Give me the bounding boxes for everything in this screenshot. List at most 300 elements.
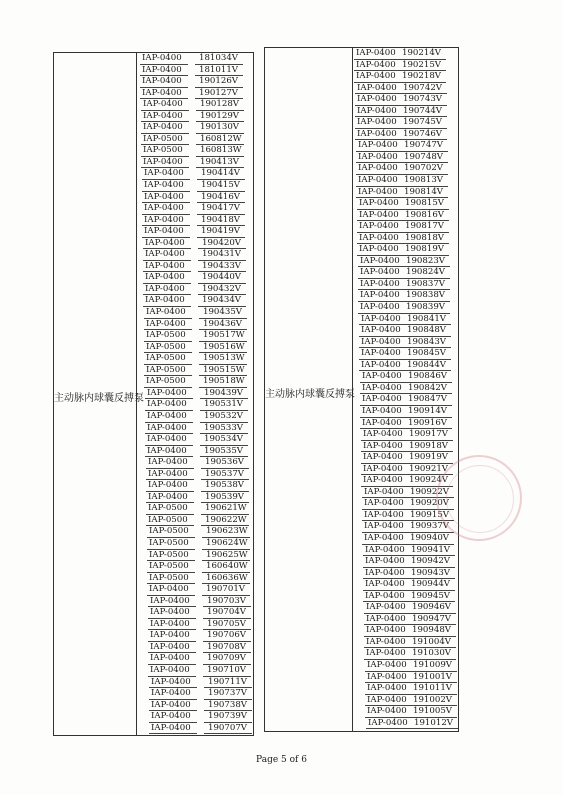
model-number: IAP-0400 xyxy=(142,76,182,87)
table-row xyxy=(137,215,253,227)
table-row xyxy=(353,545,458,557)
table-row xyxy=(137,399,253,411)
row-rule xyxy=(204,733,252,734)
model-number: IAP-0400 xyxy=(144,180,184,191)
model-number: IAP-0400 xyxy=(360,278,400,289)
serial-number: 190533V xyxy=(204,422,244,433)
serial-number: 190439V xyxy=(204,387,244,398)
serial-number: 190813V xyxy=(404,175,444,186)
serial-number: 190432V xyxy=(202,283,242,294)
serial-number: 190941V xyxy=(411,544,451,555)
serial-number: 190704V xyxy=(207,607,247,618)
model-number: IAP-0400 xyxy=(367,694,407,705)
model-number: IAP-0400 xyxy=(359,244,399,255)
model-number: IAP-0400 xyxy=(360,290,400,301)
serial-number: 190534V xyxy=(204,434,244,445)
table-row xyxy=(137,365,253,377)
serial-number: 190440V xyxy=(202,272,242,283)
table-row xyxy=(353,279,458,291)
model-number: IAP-0500 xyxy=(146,364,186,375)
model-number: IAP-0400 xyxy=(147,410,187,421)
model-number: IAP-0400 xyxy=(363,429,403,440)
table-row xyxy=(137,469,253,481)
table-row xyxy=(137,157,253,169)
model-number: IAP-0400 xyxy=(360,255,400,266)
serial-number: 190515W xyxy=(203,364,245,375)
table-row xyxy=(137,607,253,619)
serial-number: 190943V xyxy=(411,567,451,578)
model-number: IAP-0400 xyxy=(358,186,398,197)
table-row xyxy=(353,441,458,453)
serial-number: 160640W xyxy=(206,561,248,572)
table-row xyxy=(137,411,253,423)
serial-number: 190539V xyxy=(205,491,245,502)
table-row xyxy=(137,192,253,204)
table-row xyxy=(353,152,458,164)
model-number: IAP-0400 xyxy=(367,683,407,694)
serial-number: 191005V xyxy=(413,706,453,717)
right-device-name: 主动脉内球囊反搏泵 xyxy=(265,389,355,400)
serial-number: 190415V xyxy=(201,180,241,191)
model-number: IAP-0400 xyxy=(144,191,184,202)
model-number: IAP-0400 xyxy=(357,105,397,116)
model-number: IAP-0400 xyxy=(362,371,402,382)
serial-number: 191011V xyxy=(413,683,453,694)
model-number: IAP-0400 xyxy=(361,336,401,347)
model-number: IAP-0500 xyxy=(146,353,186,364)
serial-number: 190839V xyxy=(406,302,446,313)
serial-number: 190434V xyxy=(202,295,242,306)
serial-number: 190518W xyxy=(203,376,245,387)
table-row xyxy=(353,314,458,326)
serial-number: 190945V xyxy=(411,590,451,601)
model-number: IAP-0400 xyxy=(144,203,184,214)
model-number: IAP-0400 xyxy=(150,664,190,675)
model-number: IAP-0400 xyxy=(368,717,408,728)
serial-number: 190924V xyxy=(409,475,449,486)
table-row xyxy=(353,579,458,591)
serial-number: 190537V xyxy=(205,468,245,479)
table-row xyxy=(137,457,253,469)
model-number: IAP-0400 xyxy=(145,272,185,283)
table-row xyxy=(353,406,458,418)
table-row xyxy=(137,503,253,515)
table-row xyxy=(137,203,253,215)
model-number: IAP-0400 xyxy=(358,175,398,186)
table-row xyxy=(353,625,458,637)
page-number: Page 5 of 6 xyxy=(256,755,307,765)
row-rule xyxy=(410,728,458,729)
model-number: IAP-0400 xyxy=(143,99,183,110)
serial-number: 190128V xyxy=(200,99,240,110)
model-number: IAP-0400 xyxy=(360,267,400,278)
serial-number: 190708V xyxy=(207,641,247,652)
table-row xyxy=(353,706,458,718)
serial-number: 181011V xyxy=(199,64,239,75)
serial-number: 190738V xyxy=(208,699,248,710)
table-row xyxy=(353,614,458,626)
table-row xyxy=(353,187,458,199)
model-number: IAP-0500 xyxy=(149,561,189,572)
table-row xyxy=(353,83,458,95)
serial-number: 190517W xyxy=(203,330,245,341)
model-number: IAP-0500 xyxy=(148,514,188,525)
model-number: IAP-0500 xyxy=(146,341,186,352)
model-number: IAP-0500 xyxy=(149,549,189,560)
table-row xyxy=(137,550,253,562)
model-number: IAP-0400 xyxy=(367,706,407,717)
model-number: IAP-0500 xyxy=(149,572,189,583)
table-row xyxy=(137,76,253,88)
model-number: IAP-0400 xyxy=(142,53,182,63)
table-row xyxy=(137,238,253,250)
serial-number: 190921V xyxy=(409,463,449,474)
table-row xyxy=(353,556,458,568)
model-number: IAP-0400 xyxy=(364,486,404,497)
model-number: IAP-0400 xyxy=(143,156,183,167)
serial-number: 191012V xyxy=(414,717,454,728)
model-number: IAP-0400 xyxy=(358,151,398,162)
model-number: IAP-0400 xyxy=(151,688,191,699)
table-row xyxy=(137,330,253,342)
table-row xyxy=(353,521,458,533)
table-row xyxy=(353,637,458,649)
model-number: IAP-0400 xyxy=(359,232,399,243)
table-row xyxy=(353,383,458,395)
model-number: IAP-0400 xyxy=(144,214,184,225)
serial-number: 190513W xyxy=(203,353,245,364)
table-row xyxy=(353,140,458,152)
table-row xyxy=(137,665,253,677)
table-row xyxy=(353,683,458,695)
model-number: IAP-0400 xyxy=(144,168,184,179)
serial-number: 190743V xyxy=(403,94,443,105)
model-number: IAP-0400 xyxy=(364,532,404,543)
serial-number: 181034V xyxy=(199,53,239,63)
serial-number: 191002V xyxy=(413,694,453,705)
table-row xyxy=(353,672,458,684)
serial-number: 190531V xyxy=(204,399,244,410)
model-number: IAP-0400 xyxy=(361,313,401,324)
serial-number: 190624W xyxy=(206,537,248,548)
model-number: IAP-0400 xyxy=(148,480,188,491)
table-row xyxy=(353,325,458,337)
model-number: IAP-0500 xyxy=(143,133,183,144)
serial-number: 190744V xyxy=(403,105,443,116)
serial-number: 190702V xyxy=(404,163,444,174)
serial-number: 190948V xyxy=(412,625,452,636)
serial-number: 190126V xyxy=(199,76,239,87)
model-number: IAP-0500 xyxy=(149,537,189,548)
table-row xyxy=(353,94,458,106)
table-row xyxy=(353,591,458,603)
model-number: IAP-0500 xyxy=(149,526,189,537)
table-row xyxy=(353,602,458,614)
serial-number: 190819V xyxy=(405,244,445,255)
model-number: IAP-0400 xyxy=(150,595,190,606)
serial-number: 190516W xyxy=(203,341,245,352)
serial-number: 190747V xyxy=(404,140,444,151)
serial-number: 190417V xyxy=(201,203,241,214)
serial-number: 190940V xyxy=(410,532,450,543)
table-row xyxy=(137,723,253,735)
table-row xyxy=(353,418,458,430)
serial-number: 190918V xyxy=(409,440,449,451)
model-number: IAP-0400 xyxy=(363,452,403,463)
serial-number: 190922V xyxy=(410,486,450,497)
row-rule xyxy=(149,733,197,734)
table-row xyxy=(137,388,253,400)
model-number: IAP-0500 xyxy=(146,330,186,341)
right-device-table xyxy=(264,47,459,732)
serial-number: 190848V xyxy=(407,325,447,336)
serial-number: 190436V xyxy=(203,318,243,329)
serial-number: 190816V xyxy=(405,209,445,220)
table-row xyxy=(137,446,253,458)
serial-number: 190622W xyxy=(205,514,247,525)
serial-number: 190946V xyxy=(412,602,452,613)
serial-number: 190917V xyxy=(409,429,449,440)
model-number: IAP-0400 xyxy=(145,237,185,248)
model-number: IAP-0400 xyxy=(362,417,402,428)
serial-number: 190818V xyxy=(405,232,445,243)
model-number: IAP-0400 xyxy=(360,302,400,313)
serial-number: 190942V xyxy=(411,556,451,567)
table-row xyxy=(353,48,458,60)
serial-number: 190707V xyxy=(208,722,248,733)
table-row xyxy=(353,302,458,314)
serial-number: 190844V xyxy=(407,359,447,370)
table-row xyxy=(137,261,253,273)
serial-number: 190416V xyxy=(201,191,241,202)
model-number: IAP-0400 xyxy=(145,260,185,271)
serial-number: 190915V xyxy=(410,509,450,520)
table-row xyxy=(137,180,253,192)
table-row xyxy=(353,198,458,210)
serial-number: 190841V xyxy=(407,313,447,324)
model-number: IAP-0400 xyxy=(356,59,396,70)
table-row xyxy=(353,394,458,406)
table-row xyxy=(353,106,458,118)
model-number: IAP-0400 xyxy=(142,87,182,98)
serial-number: 190815V xyxy=(405,198,445,209)
model-number: IAP-0400 xyxy=(359,209,399,220)
serial-number: 190845V xyxy=(407,348,447,359)
table-row xyxy=(137,700,253,712)
model-number: IAP-0400 xyxy=(150,607,190,618)
serial-number: 190914V xyxy=(408,405,448,416)
model-number: IAP-0400 xyxy=(367,659,407,670)
model-number: IAP-0400 xyxy=(367,671,407,682)
model-number: IAP-0400 xyxy=(151,711,191,722)
table-row xyxy=(137,134,253,146)
table-row xyxy=(137,353,253,365)
table-row xyxy=(353,256,458,268)
serial-number: 190742V xyxy=(403,82,443,93)
model-number: IAP-0400 xyxy=(365,590,405,601)
model-number: IAP-0400 xyxy=(147,387,187,398)
table-row xyxy=(137,111,253,123)
serial-number: 160812W xyxy=(200,133,242,144)
model-number: IAP-0400 xyxy=(366,602,406,613)
table-row xyxy=(353,348,458,360)
table-row xyxy=(353,718,458,730)
serial-number: 190711V xyxy=(208,676,248,687)
serial-number: 190703V xyxy=(207,595,247,606)
table-row xyxy=(353,71,458,83)
model-number: IAP-0400 xyxy=(357,128,397,139)
serial-number: 190737V xyxy=(208,688,248,699)
table-row xyxy=(137,226,253,238)
serial-number: 190919V xyxy=(409,452,449,463)
serial-number: 190837V xyxy=(406,278,446,289)
model-number: IAP-0400 xyxy=(142,64,182,75)
table-row xyxy=(137,480,253,492)
model-number: IAP-0400 xyxy=(147,445,187,456)
left-device-name-cell xyxy=(54,53,144,735)
model-number: IAP-0400 xyxy=(145,283,185,294)
serial-number: 191030V xyxy=(412,648,452,659)
model-number: IAP-0500 xyxy=(148,503,188,514)
table-row xyxy=(353,244,458,256)
serial-number: 190214V xyxy=(402,48,442,58)
model-number: IAP-0400 xyxy=(356,71,396,82)
model-number: IAP-0400 xyxy=(363,463,403,474)
model-number: IAP-0400 xyxy=(150,653,190,664)
table-row xyxy=(137,145,253,157)
table-row xyxy=(353,429,458,441)
serial-number: 160813W xyxy=(200,145,242,156)
serial-number: 190838V xyxy=(406,290,446,301)
table-row xyxy=(353,648,458,660)
table-row xyxy=(137,584,253,596)
table-row xyxy=(353,695,458,707)
model-number: IAP-0400 xyxy=(364,509,404,520)
serial-number: 191004V xyxy=(412,636,452,647)
table-row xyxy=(353,129,458,141)
model-number: IAP-0400 xyxy=(364,521,404,532)
serial-number: 190623W xyxy=(206,526,248,537)
serial-number: 190814V xyxy=(404,186,444,197)
model-number: IAP-0400 xyxy=(359,198,399,209)
right-serial-list xyxy=(353,48,458,729)
serial-number: 190920V xyxy=(410,498,450,509)
model-number: IAP-0400 xyxy=(363,440,403,451)
serial-number: 190843V xyxy=(407,336,447,347)
model-number: IAP-0400 xyxy=(151,676,191,687)
serial-number: 190710V xyxy=(207,664,247,675)
model-number: IAP-0400 xyxy=(144,226,184,237)
model-number: IAP-0400 xyxy=(366,636,406,647)
table-row xyxy=(137,319,253,331)
model-number: IAP-0400 xyxy=(143,122,183,133)
model-number: IAP-0400 xyxy=(147,399,187,410)
table-row xyxy=(353,290,458,302)
table-row xyxy=(353,267,458,279)
serial-number: 190937V xyxy=(410,521,450,532)
table-row xyxy=(353,163,458,175)
table-row xyxy=(137,342,253,354)
model-number: IAP-0400 xyxy=(146,318,186,329)
table-row xyxy=(353,210,458,222)
table-row xyxy=(137,53,253,65)
serial-number: 190431V xyxy=(202,249,242,260)
model-number: IAP-0500 xyxy=(143,145,183,156)
official-seal-inner-ring xyxy=(446,465,514,533)
table-row xyxy=(137,526,253,538)
model-number: IAP-0400 xyxy=(366,625,406,636)
model-number: IAP-0400 xyxy=(365,579,405,590)
model-number: IAP-0400 xyxy=(147,422,187,433)
serial-number: 190418V xyxy=(201,214,241,225)
table-row xyxy=(137,492,253,504)
model-number: IAP-0400 xyxy=(150,641,190,652)
model-number: IAP-0400 xyxy=(147,434,187,445)
table-row xyxy=(137,561,253,573)
serial-number: 191001V xyxy=(413,671,453,682)
left-device-table xyxy=(53,52,254,736)
table-row xyxy=(353,452,458,464)
serial-number: 190215V xyxy=(402,59,442,70)
serial-number: 190846V xyxy=(408,371,448,382)
table-row xyxy=(353,660,458,672)
table-row xyxy=(137,596,253,608)
table-row xyxy=(137,642,253,654)
table-row xyxy=(137,711,253,723)
model-number: IAP-0400 xyxy=(366,648,406,659)
model-number: IAP-0400 xyxy=(145,295,185,306)
table-row xyxy=(137,122,253,134)
serial-number: 190420V xyxy=(202,237,242,248)
official-seal xyxy=(436,455,522,541)
serial-number: 160636W xyxy=(206,572,248,583)
model-number: IAP-0400 xyxy=(365,556,405,567)
table-row xyxy=(353,533,458,545)
model-number: IAP-0400 xyxy=(358,163,398,174)
model-number: IAP-0400 xyxy=(151,722,191,733)
model-number: IAP-0400 xyxy=(149,584,189,595)
serial-number: 190709V xyxy=(207,653,247,664)
model-number: IAP-0400 xyxy=(362,394,402,405)
serial-number: 190419V xyxy=(201,226,241,237)
serial-number: 190705V xyxy=(207,618,247,629)
serial-number: 191009V xyxy=(413,659,453,670)
table-row xyxy=(353,371,458,383)
table-row xyxy=(353,337,458,349)
table-row xyxy=(137,88,253,100)
model-number: IAP-0400 xyxy=(362,382,402,393)
table-row xyxy=(137,284,253,296)
serial-number: 190823V xyxy=(406,255,446,266)
serial-number: 190916V xyxy=(408,417,448,428)
model-number: IAP-0400 xyxy=(357,117,397,128)
table-row xyxy=(137,65,253,77)
table-row xyxy=(353,568,458,580)
serial-number: 190944V xyxy=(411,579,451,590)
model-number: IAP-0400 xyxy=(145,249,185,260)
serial-number: 190433V xyxy=(202,260,242,271)
left-serial-list xyxy=(137,53,253,734)
model-number: IAP-0400 xyxy=(148,468,188,479)
table-row xyxy=(137,538,253,550)
serial-number: 190817V xyxy=(405,221,445,232)
serial-number: 190413V xyxy=(200,156,240,167)
table-row xyxy=(353,175,458,187)
serial-number: 190127V xyxy=(199,87,239,98)
model-number: IAP-0400 xyxy=(365,567,405,578)
model-number: IAP-0400 xyxy=(361,325,401,336)
table-row xyxy=(137,249,253,261)
